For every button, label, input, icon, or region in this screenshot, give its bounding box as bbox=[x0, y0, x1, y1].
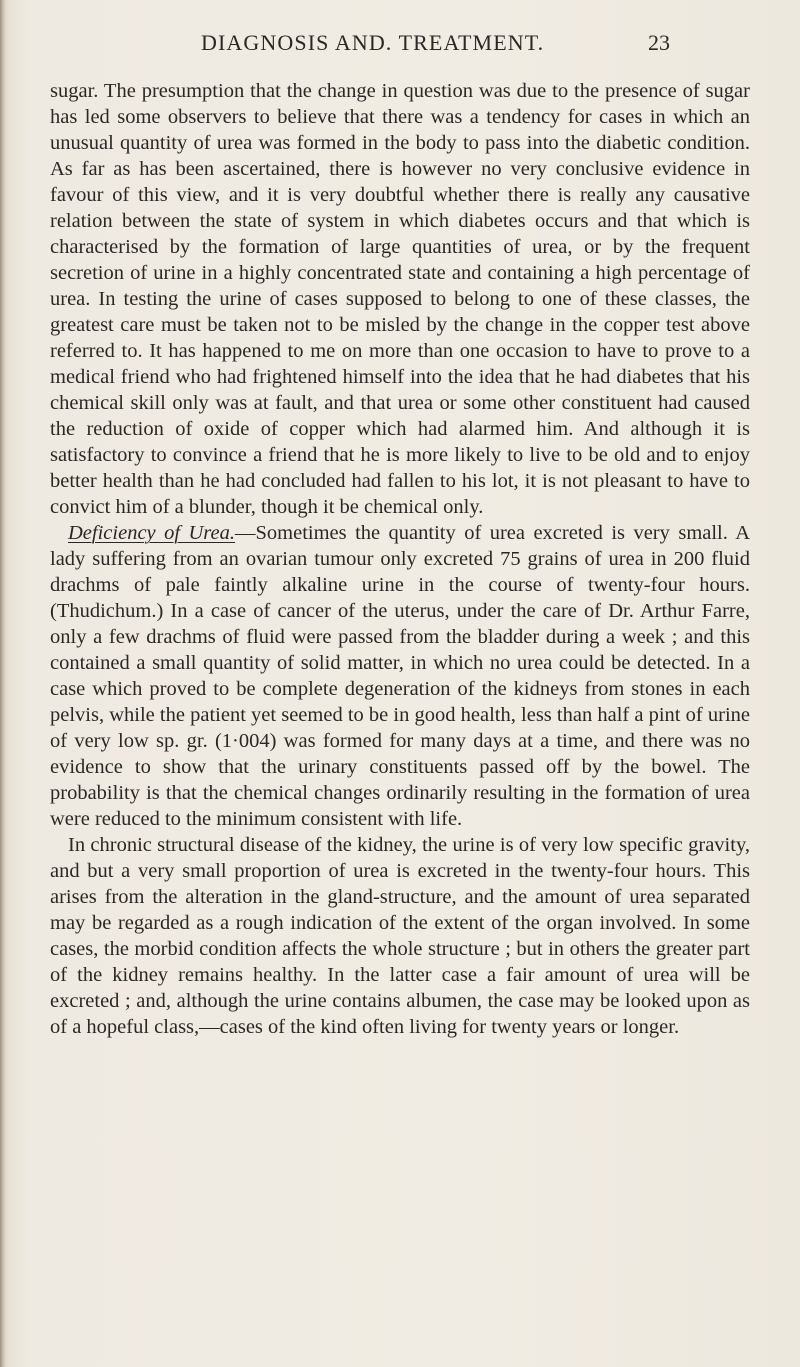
running-head-title: DIAGNOSIS AND. TREATMENT. bbox=[201, 30, 545, 55]
paragraph-text: sugar. The presumption that the change in question was due to the presence of sugar has led some observers to believe that there was a tendency for cases in which an unusual quantity of urea was formed in the body to pass into the diabetic condition. As far as has been ascertained, there is however no very conclusive evidence in favour of this view, and it is very doubtful whether there is really any causative relation between the state of system in which diabetes occurs and that which is characterised by the formation of large quantities of urea, or by the frequent secretion of urine in a highly concentrated state and containing a high percentage of urea. In testing the urine of cases supposed to belong to one of these classes, the greatest care must be taken not to be misled by the change in the copper test above referred to. It has happened to me on more than one occasion to have to prove to a medical friend who had frightened himself into the idea that he had diabetes that his chemical skill only was at fault, and that urea or some other constituent had caused the reduction of oxide of copper which had alarmed him. And although it is satisfactory to convince a friend that he is more likely to live to be old and to enjoy better health than he had concluded had fallen to his lot, it is not pleasant to have to convict him of a blunder, though it be chemical only. bbox=[50, 80, 750, 518]
paragraph-deficiency-of-urea bbox=[50, 520, 750, 832]
run-in-heading: Deficiency of Urea. bbox=[68, 522, 235, 544]
running-head bbox=[0, 30, 800, 62]
body-text bbox=[50, 78, 750, 1040]
page-number: 23 bbox=[648, 30, 670, 55]
paragraph-text: In chronic structural disease of the kidney, the urine is of very low specific gravity, and but a very small proportion of urea is excreted in the twenty-four hours. This arises from the alteration in the gland-structure, and the amount of urea separated may be regarded as a rough indication of the extent of the organ involved. In some cases, the morbid condition affects the whole structure ; but in others the greater part of the kidney remains healthy. In the latter case a fair amount of urea will be excreted ; and, although the urine contains albumen, the case may be looked upon as of a hopeful class,—cases of the kind often living for twenty years or longer. bbox=[50, 834, 750, 1038]
paragraph-continuation bbox=[50, 78, 750, 520]
paragraph-chronic-structural-disease bbox=[50, 832, 750, 1040]
paragraph-text: —Sometimes the quantity of urea excreted is very small. A lady suffering from an ovarian tumour only excreted 75 grains of urea in 200 fluid drachms of pale faintly alkaline urine in the course of twenty-four hours. (Thudichum.) In a case of cancer of the uterus, under the care of Dr. Arthur Farre, only a few drachms of fluid were passed from the bladder during a week ; and this contained a small quantity of solid matter, in which no urea could be detected. In a case which proved to be complete degeneration of the kidneys from stones in each pelvis, while the patient yet seemed to be in good health, less than half a pint of urine of very low sp. gr. (1·004) was formed for many days at a time, and there was no evidence to show that the urinary constituents passed off by the bowel. The probability is that the chemical changes ordinarily resulting in the formation of urea were reduced to the minimum consistent with life. bbox=[50, 522, 751, 830]
binding-gutter-shadow bbox=[0, 0, 6, 1367]
